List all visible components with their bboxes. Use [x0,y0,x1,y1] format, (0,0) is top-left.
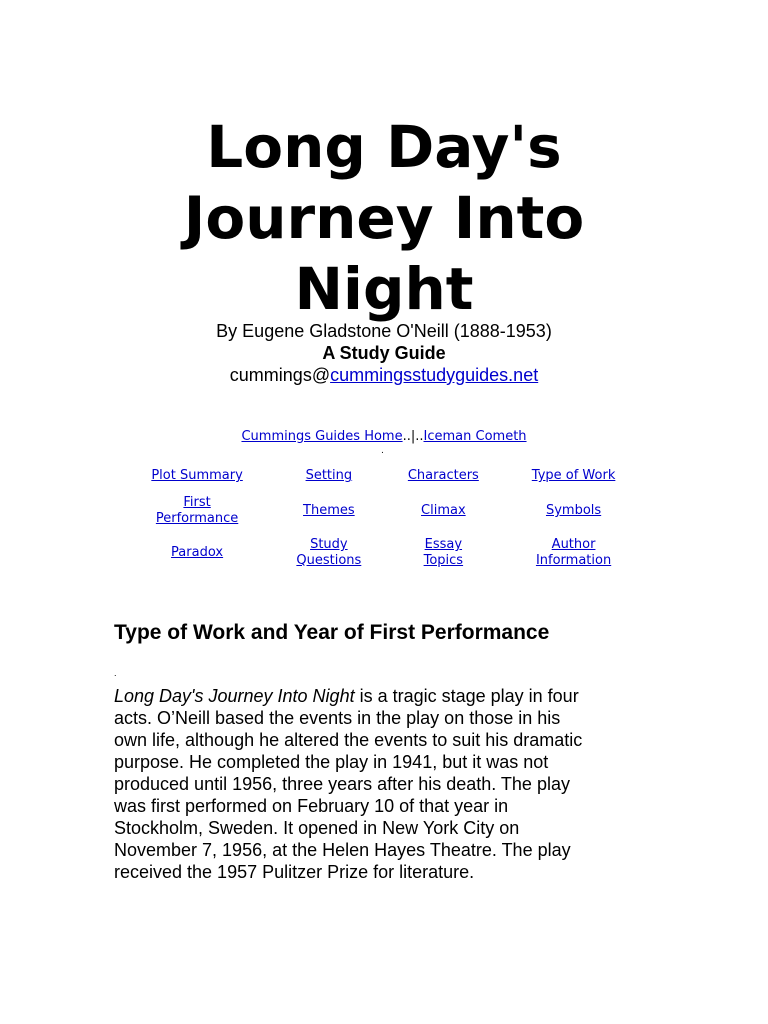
cummings-guides-home-link[interactable]: Cummings Guides Home [241,429,403,444]
title-line-1: Long Day's [206,113,562,181]
nav-separator: ..|.. [402,429,424,444]
essay-topics-link[interactable]: Essay Topics [423,537,464,568]
study-questions-link[interactable]: Study Questions [296,537,362,568]
email-domain-link[interactable]: cummingsstudyguides.net [330,365,539,385]
climax-link[interactable]: Climax [421,503,466,518]
first-performance-link[interactable]: First Performance [155,495,239,526]
setting-link[interactable]: Setting [305,468,353,483]
paragraph-line-9: received the 1957 Pulitzer Prize for literature. [114,862,475,882]
grid-row-1 [120,462,644,490]
section-paragraph [114,685,662,883]
email-prefix: cummings@ [229,365,331,385]
paragraph-line-7: Stockholm, Sweden. It opened in New York City on [114,818,520,838]
paragraph-line-4: purpose. He completed the play in 1941, but it was not [114,752,549,772]
paragraph-line-8: November 7, 1956, at the Helen Hayes Theatre. The play [114,840,571,860]
paragraph-line-3: own life, although he altered the events to suit his dramatic [114,730,583,750]
page-title [0,112,768,325]
themes-link[interactable]: Themes [303,503,355,518]
section-dot: . [114,668,117,678]
paragraph-line-5: produced until 1956, three years after his death. The play [114,774,570,794]
grid-row-3 [120,532,644,574]
characters-link[interactable]: Characters [407,468,479,483]
paragraph-line-6: was first performed on February 10 of that year in [114,796,509,816]
grid-row-2 [120,490,644,532]
section-heading: Type of Work and Year of First Performance [114,621,550,644]
email-line [0,364,768,386]
paradox-link[interactable]: Paradox [171,545,224,560]
nav-dot: . [381,446,384,456]
byline-block [0,320,768,386]
iceman-cometh-link[interactable]: Iceman Cometh [423,429,527,444]
plot-summary-link[interactable]: Plot Summary [151,468,243,483]
author-information-link[interactable]: Author Information [535,537,612,568]
type-of-work-link[interactable]: Type of Work [531,468,616,483]
paragraph-line-1 [114,685,662,707]
paragraph-line-2: acts. O’Neill based the events in the play on those in his [114,708,561,728]
title-line-2: Journey Into [183,184,585,252]
study-guide-label: A Study Guide [322,343,446,363]
topic-links-grid [120,462,644,574]
top-nav [0,428,768,446]
line-1-rest: is a tragic stage play in four [354,686,579,706]
title-line-3: Night [294,255,474,323]
symbols-link[interactable]: Symbols [545,503,602,518]
play-title-italic: Long Day's Journey Into Night [114,686,355,706]
author-line: By Eugene Gladstone O'Neill (1888-1953) [216,321,552,341]
